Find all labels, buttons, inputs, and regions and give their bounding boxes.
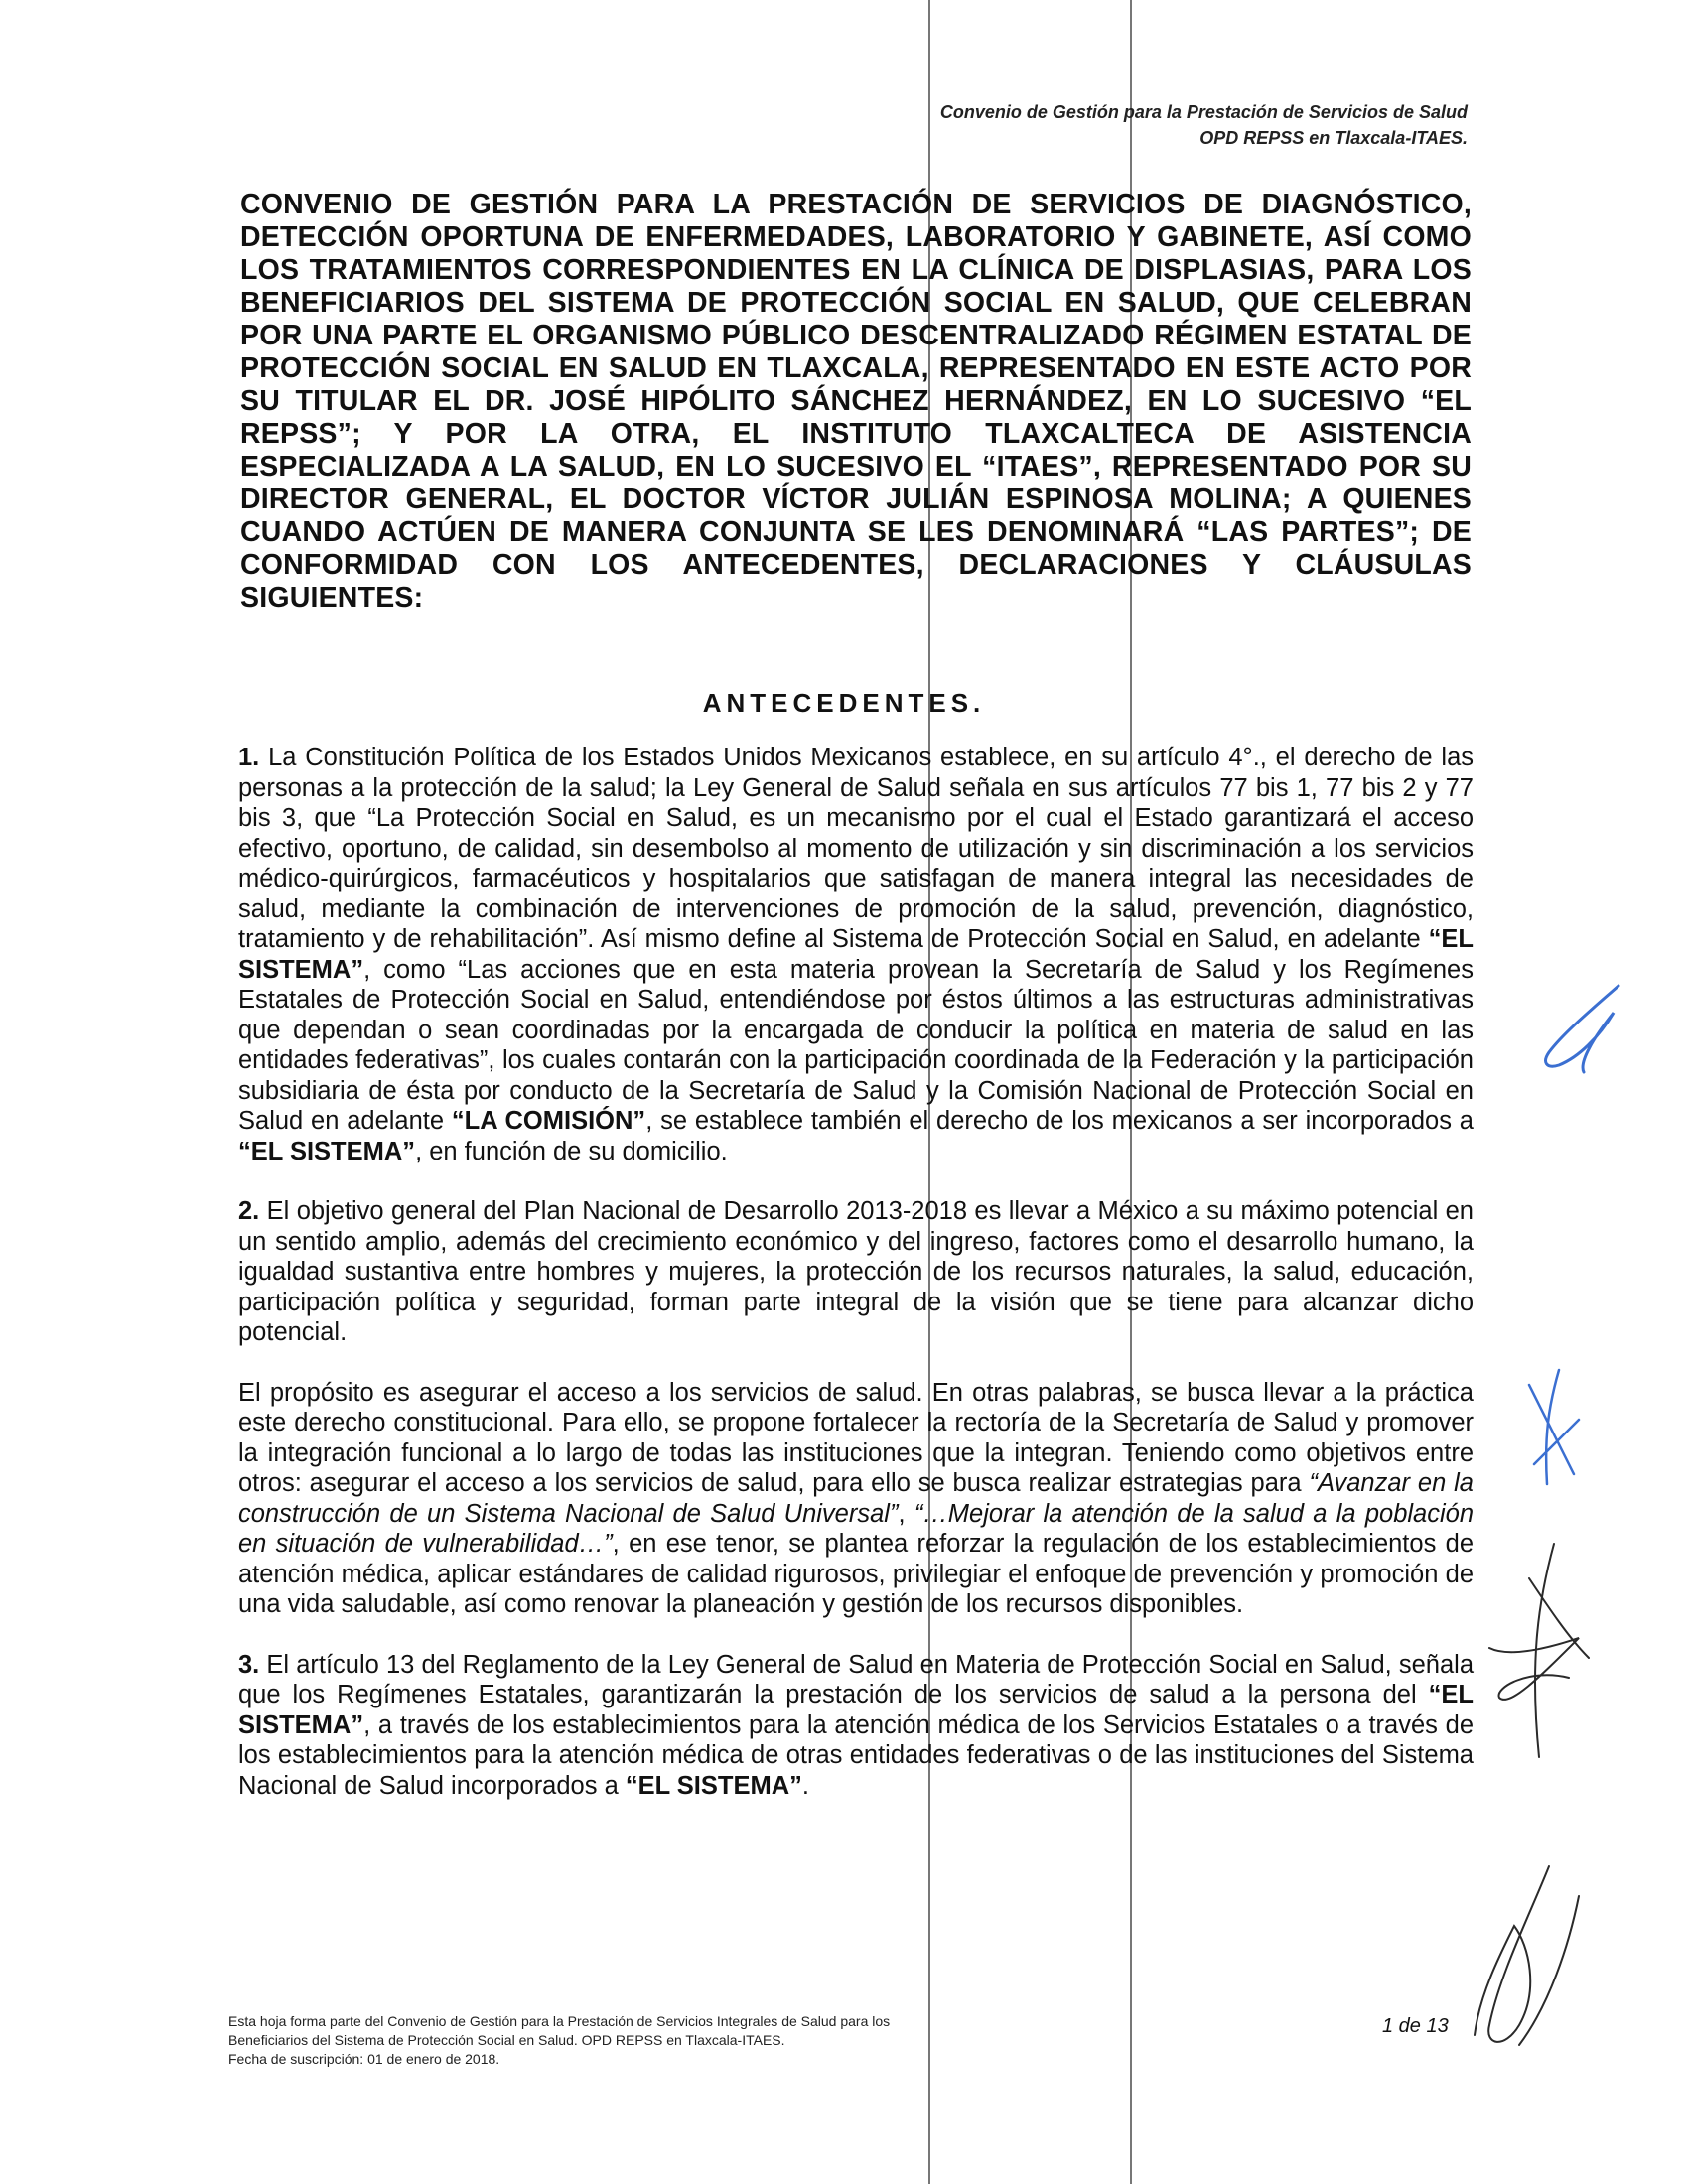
paragraph-4 — [238, 1650, 1474, 1802]
paragraph-3 — [238, 1378, 1474, 1620]
defined-term: “EL SISTEMA” — [238, 925, 1474, 984]
footer-line2: Beneficiarios del Sistema de Protección Social en Salud. OPD REPSS en Tlaxcala-ITAES. — [228, 2032, 785, 2048]
paragraph-1 — [238, 743, 1474, 1166]
paragraph-text: , como “Las acciones que en esta materia provean la Secretaría de Salud y los Regímenes Estatales de Protección Social en Salud, entendiéndose por éstos últimos a las estructuras administrativas que dependan o sean coordinadas por la encargada de conducir la política en materia de salud en las entidades federativas”, los cuales contarán con la participación coordinada de la Federación y la participación subsidiaria de ésta por conducto de la Secretaría de Salud y la Comisión Nacional de Protección Social en Salud en adelante — [238, 955, 1474, 1135]
initial-signature-4 — [1430, 1856, 1599, 2055]
running-header — [940, 99, 1468, 151]
paragraph-text: La Constitución Política de los Estados Unidos Mexicanos establece, en su artículo 4°., el derecho de las personas a la protección de la salud; la Ley General de Salud señala en sus artículos 77 bis 1, 77 bis 2 y 77 bis 3, que “La Protección Social en Salud, es un mecanismo por el cual el Estado garantizará el acceso efectivo, oportuno, de calidad, sin desembolso al momento de utilización y sin discriminación a los servicios médico-quirúrgicos, farmacéuticos y hospitalarios que satisfagan de manera integral las necesidades de salud, mediante la combinación de intervenciones de promoción de la salud, prevención, diagnóstico, tratamiento y de rehabilitación”. Así mismo define al Sistema de Protección Social en Salud, en adelante — [238, 744, 1474, 953]
page-number: 1 de 13 — [1382, 2015, 1449, 2037]
initial-signature-1 — [1524, 978, 1643, 1087]
defined-term: “LA COMISIÓN” — [451, 1107, 646, 1135]
paragraph-text: , a través de los establecimientos para la atención médica de los Servicios Estatales o a través de los establecimientos para la atención médica de otras entidades federativas o de las instituciones del Sistema Nacional de Salud incorporados a — [238, 1710, 1474, 1800]
defined-term: “EL SISTEMA” — [238, 1681, 1474, 1739]
footer-line1: Esta hoja forma parte del Convenio de Gestión para la Prestación de Servicios Integrales de Salud para los — [228, 2013, 891, 2029]
paragraph-text: , en función de su domicilio. — [415, 1137, 728, 1165]
paragraph-text: , — [898, 1499, 914, 1528]
quoted-strategy: “Avanzar en la construcción de un Sistema Nacional de Salud Universal” — [238, 1469, 1474, 1528]
section-heading-antecedentes: ANTECEDENTES. — [702, 688, 986, 718]
paragraph-number: 1. — [238, 744, 260, 771]
paragraph-text: El artículo 13 del Reglamento de la Ley General de Salud en Materia de Protección Social en Salud, señala que los Regímenes Estatales, garantizarán la prestación de los servicios de salud a la persona del — [238, 1650, 1474, 1708]
document-title: CONVENIO DE GESTIÓN PARA LA PRESTACIÓN DE SERVICIOS DE DIAGNÓSTICO, DETECCIÓN OPORTUNA DE ENFERMEDADES, LABORATORIO Y GABINETE, ASÍ COMO LOS TRATAMIENTOS CORRESPONDIENTES EN LA CLÍNICA DE DISPLASIAS, PARA LOS BENEFICIARIOS DEL SISTEMA DE PROTECCIÓN SOCIAL EN SALUD, QUE CELEBRAN POR UNA PARTE EL ORGANISMO PÚBLICO DESCENTRALIZADO RÉGIMEN ESTATAL DE PROTECCIÓN SOCIAL EN SALUD EN TLAXCALA, REPRESENTADO EN ESTE ACTO POR SU TITULAR EL DR. JOSÉ HIPÓLITO SÁNCHEZ HERNÁNDEZ, EN LO SUCESIVO “EL REPSS”; Y POR LA OTRA, EL INSTITUTO TLAXCALTECA DE ASISTENCIA ESPECIALIZADA A LA SALUD, EN LO SUCESIVO EL “ITAES”, REPRESENTADO POR SU DIRECTOR GENERAL, EL DOCTOR VÍCTOR JULIÁN ESPINOSA MOLINA; A QUIENES CUANDO ACTÚEN DE MANERA CONJUNTA SE LES DENOMINARÁ “LAS PARTES”; DE CONFORMIDAD CON LOS ANTECEDENTES, DECLARACIONES Y CLÁUSULAS SIGUIENTES: — [240, 189, 1472, 614]
running-header-line1: Convenio de Gestión para la Prestación de Servicios de Salud — [939, 102, 1468, 122]
paragraph-text: . — [801, 1771, 809, 1800]
running-header-line2: OPD REPSS en Tlaxcala-ITAES. — [1199, 128, 1468, 148]
defined-term: “EL SISTEMA” — [625, 1771, 802, 1800]
paragraph-number: 3. — [238, 1650, 260, 1679]
paragraph-text: El propósito es asegurar el acceso a los servicios de salud. En otras palabras, se busca llevar a la práctica este derecho constitucional. Para ello, se propone fortalecer la rectoría de la Secretaría de Salud y promover la integración funcional a lo largo de todas las instituciones que la integran. Teniendo como objetivos entre otros: asegurar el acceso a los servicios de salud, para ello se busca realizar estrategias para — [238, 1378, 1474, 1497]
paragraph-2 — [238, 1196, 1474, 1348]
paragraph-text: El objetivo general del Plan Nacional de Desarrollo 2013-2018 es llevar a México a su máximo potencial en un sentido amplio, además del crecimiento económico y del ingreso, factores como el desarrollo humano, la igualdad sustantiva entre hombres y mujeres, la protección de los recursos naturales, la salud, educación, participación política y seguridad, forman parte integral de la visión que se tiene para alcanzar dicho potencial. — [238, 1197, 1474, 1346]
paragraph-text: , se establece también el derecho de los mexicanos a ser incorporados a — [645, 1107, 1474, 1135]
quoted-strategy: “…Mejorar la atención de la salud a la población en situación de vulnerabilidad…” — [238, 1499, 1475, 1558]
paragraph-text: , en ese tenor, se plantea reforzar la regulación de los establecimientos de atención médica, aplicar estándares de calidad rigurosos, privilegiar el enfoque de prevención y promoción de una vida saludable, así como renovar la planeación y gestión de los recursos disponibles. — [238, 1530, 1475, 1618]
document-body — [238, 743, 1474, 1831]
defined-term: “EL SISTEMA” — [238, 1137, 416, 1165]
initial-signature-2 — [1519, 1365, 1589, 1494]
paragraph-number: 2. — [238, 1197, 260, 1225]
footer-note — [228, 2012, 1043, 2069]
footer-line3: Fecha de suscripción: 01 de enero de 2018. — [228, 2051, 500, 2067]
initial-signature-3 — [1470, 1539, 1609, 1767]
